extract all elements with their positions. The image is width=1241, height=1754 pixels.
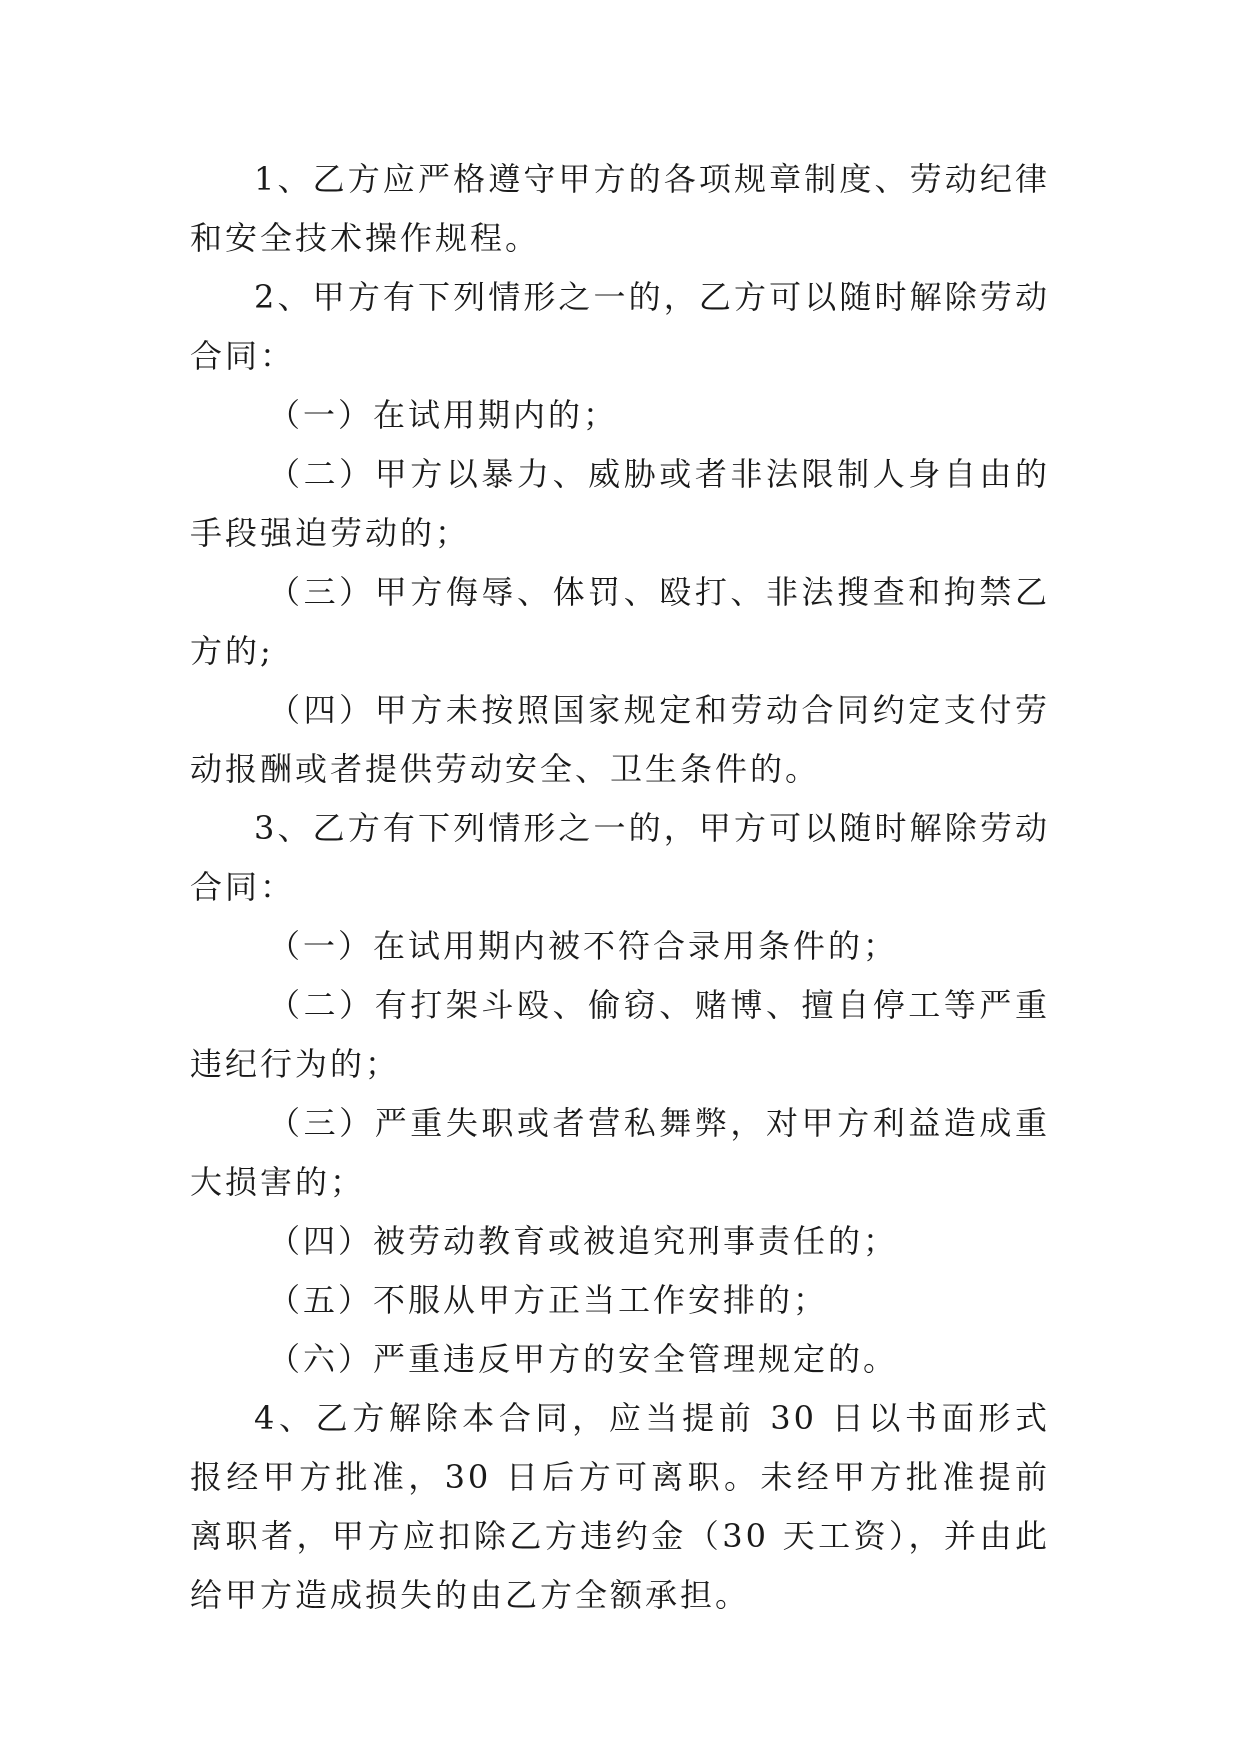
clause-2-item-2: （二）甲方以暴力、威胁或者非法限制人身自由的手段强迫劳动的；: [190, 455, 1050, 552]
clause-2-item-1: （一）在试用期内的；: [268, 396, 619, 434]
clause-3-item-2: （二）有打架斗殴、偷窃、赌博、擅自停工等严重违纪行为的；: [190, 986, 1050, 1083]
clause-3-item-6: （六）严重违反甲方的安全管理规定的。: [268, 1340, 899, 1378]
clause-2: 2、甲方有下列情形之一的，乙方可以随时解除劳动合同：: [190, 278, 1050, 375]
clause-3-item-5: （五）不服从甲方正当工作安排的；: [268, 1281, 829, 1319]
document-body: [190, 150, 1050, 1625]
clause-2-item-3: （三）甲方侮辱、体罚、殴打、非法搜查和拘禁乙方的;: [190, 573, 1050, 670]
clause-3-item-3: （三）严重失职或者营私舞弊，对甲方利益造成重大损害的；: [190, 1104, 1050, 1201]
clause-1: 1、乙方应严格遵守甲方的各项规章制度、劳动纪律和安全技术操作规程。: [190, 160, 1050, 257]
clause-3: 3、乙方有下列情形之一的，甲方可以随时解除劳动合同：: [190, 809, 1050, 906]
clause-3-item-4: （四）被劳动教育或被追究刑事责任的；: [268, 1222, 899, 1260]
clause-4: 4、乙方解除本合同，应当提前 30 日以书面形式报经甲方批准，30 日后方可离职。未经甲方批准提前离职者，甲方应扣除乙方违约金（30 天工资），并由此给甲方造成损失的由乙方全额承担。: [190, 1399, 1050, 1614]
clause-3-item-1: （一）在试用期内被不符合录用条件的；: [268, 927, 899, 965]
clause-2-item-4: （四）甲方未按照国家规定和劳动合同约定支付劳动报酬或者提供劳动安全、卫生条件的。: [190, 691, 1050, 788]
